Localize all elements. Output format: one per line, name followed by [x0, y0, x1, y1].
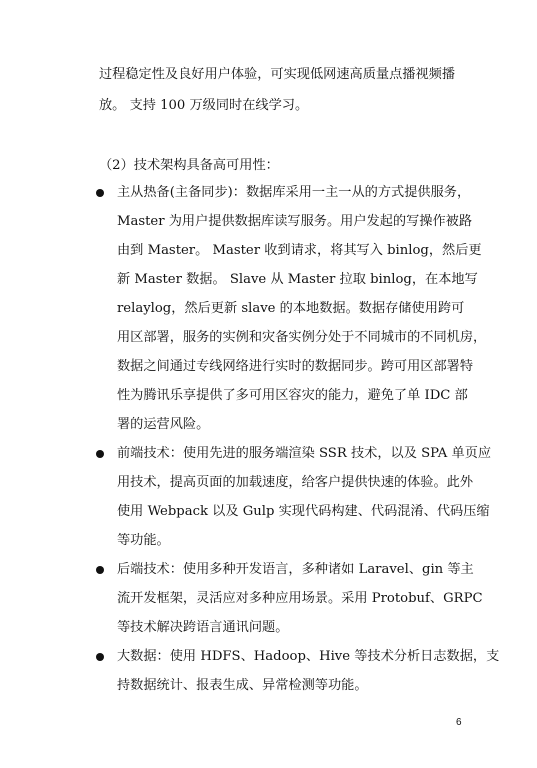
section-heading: （2）技术架构具备高可用性：: [99, 158, 279, 173]
page-number: 6: [456, 717, 462, 728]
bullet-3-line: 后端技术：使用多种开发语言，多种诸如 Laravel、gin 等主: [117, 562, 474, 577]
intro-line: 放。 支持 100 万级同时在线学习。: [99, 98, 309, 113]
bullet-2-line: 等功能。: [117, 533, 170, 548]
bullet-icon: [96, 189, 104, 197]
bullet-1-line: 新 Master 数据。 Slave 从 Master 拉取 binlog，在本地写: [117, 272, 478, 287]
bullet-1-line: 由到 Master。 Master 收到请求，将其写入 binlog，然后更: [117, 243, 482, 258]
bullet-icon: [96, 653, 104, 661]
bullet-2-line: 前端技术：使用先进的服务端渲染 SSR 技术，以及 SPA 单页应: [117, 446, 492, 461]
bullet-icon: [96, 566, 104, 574]
intro-line: 过程稳定性及良好用户体验，可实现低网速高质量点播视频播: [99, 67, 456, 82]
bullet-4-line: 大数据：使用 HDFS、Hadoop、Hive 等技术分析日志数据，支: [117, 649, 500, 664]
bullet-2-line: 用技术，提高页面的加载速度，给客户提供快速的体验。此外: [117, 475, 474, 490]
bullet-1-line: relaylog，然后更新 slave 的本地数据。数据存储使用跨可: [117, 301, 465, 316]
bullet-1-line: 主从热备(主备同步)：数据库采用一主一从的方式提供服务，: [117, 185, 471, 200]
bullet-1-line: 署的运营风险。: [117, 417, 210, 432]
bullet-icon: [96, 450, 104, 458]
bullet-1-line: 数据之间通过专线网络进行实时的数据同步。跨可用区部署特: [117, 359, 474, 374]
bullet-3-line: 流开发框架，灵活应对多种应用场景。采用 Protobuf、GRPC: [117, 591, 483, 606]
bullet-2-line: 使用 Webpack 以及 Gulp 实现代码构建、代码混淆、代码压缩: [117, 504, 490, 519]
bullet-1-line: 性为腾讯乐享提供了多可用区容灾的能力，避免了单 IDC 部: [117, 388, 468, 403]
bullet-3-line: 等技术解决跨语言通讯问题。: [117, 620, 289, 635]
bullet-4-line: 持数据统计、报表生成、异常检测等功能。: [117, 678, 368, 693]
bullet-1-line: 用区部署，服务的实例和灾备实例分处于不同城市的不同机房，: [117, 330, 487, 345]
bullet-1-line: Master 为用户提供数据库读写服务。用户发起的写操作被路: [117, 214, 473, 229]
